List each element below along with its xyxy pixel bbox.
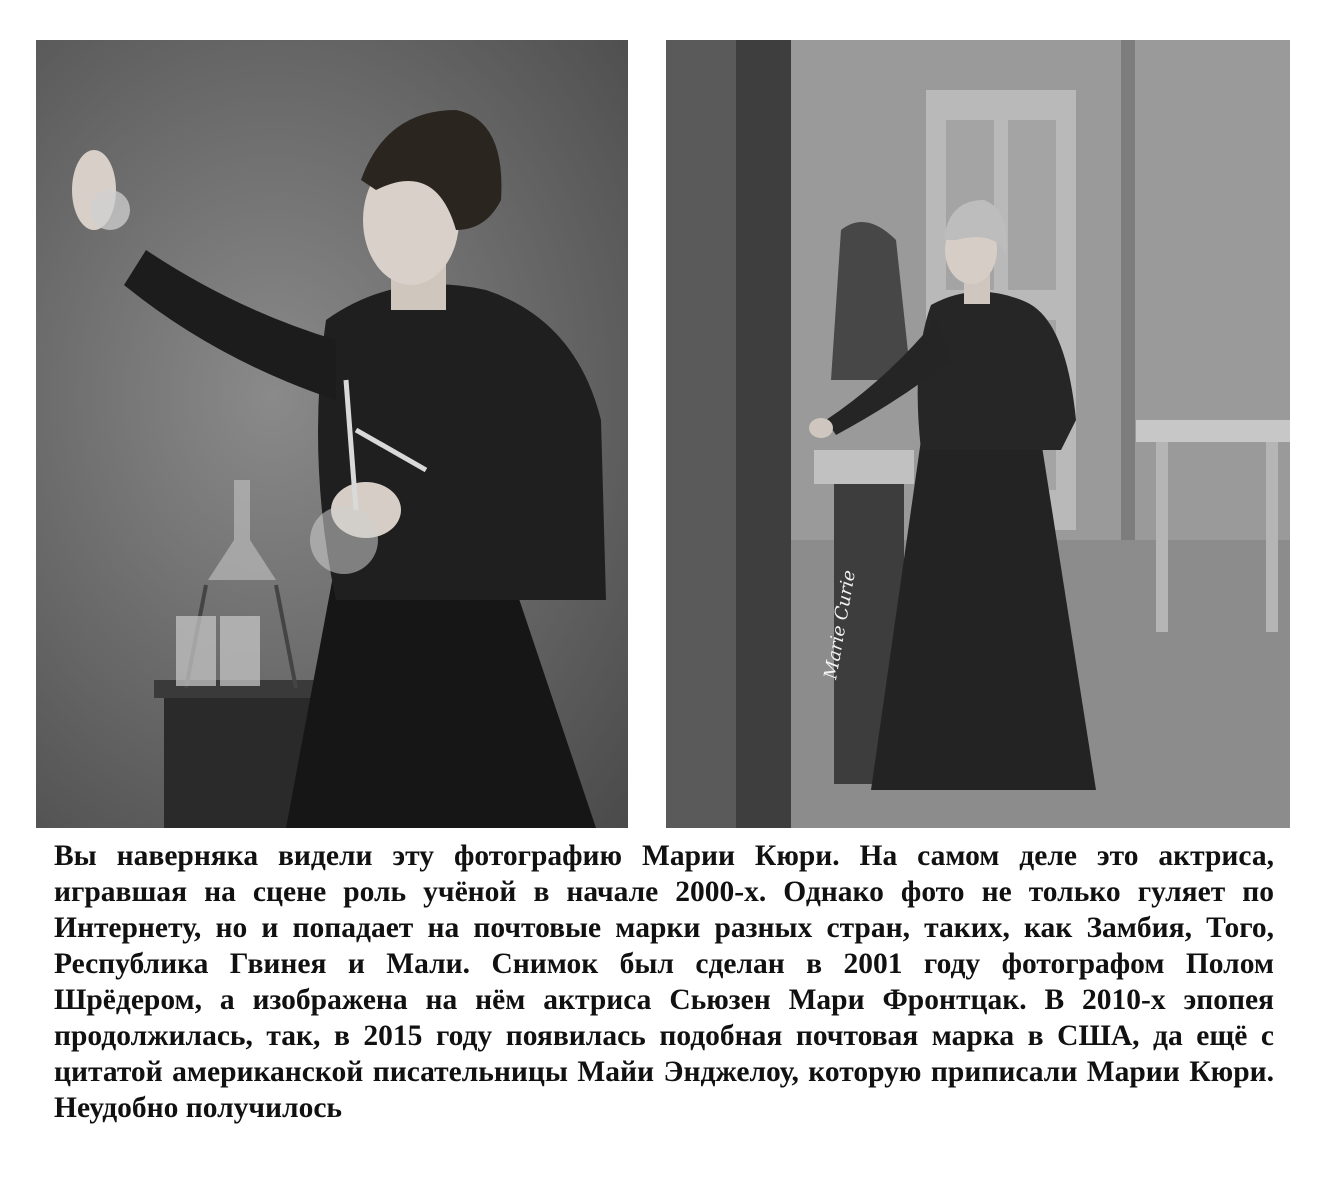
raised-arm	[124, 250, 336, 400]
lab-table	[1136, 420, 1290, 442]
bottle	[176, 616, 216, 686]
hand	[809, 418, 833, 438]
held-flask	[90, 190, 130, 230]
laboratory-photo	[666, 40, 1290, 828]
signature: Marie Curie	[820, 568, 861, 681]
apparatus-column	[736, 40, 791, 828]
dress-skirt	[286, 560, 596, 828]
actress-portrait-illustration	[36, 40, 628, 828]
actress-portrait-photo	[36, 40, 628, 828]
laboratory-illustration	[666, 40, 1290, 828]
wall-pipe	[1121, 40, 1135, 540]
bench	[814, 450, 914, 484]
erlenmeyer-flask	[208, 480, 276, 580]
round-bottom-flask	[310, 506, 378, 574]
bottle	[220, 616, 260, 686]
caption-paragraph: Вы наверняка видели эту фотографию Марии Кюри. На самом деле это актриса, игравшая на сцене роль учёной в начале 2000-х. Однако фото не только гуляет по Интернету, но и попадает на почтовые марки разных стран, таких, как Замбия, Того, Республика Гвинея и Мали. Снимок был сделан в 2001 году фотографом Полом Шрёдером, а изображена на нём актриса Сьюзен Мари Фронтцак. В 2010-х эпопея продолжилась, так, в 2015 году появилась подобная почтовая марка в США, да ещё с цитатой американской писательницы Майи Энджелоу, которую приписали Марии Кюри. Неудобно получилось	[54, 840, 1274, 1124]
